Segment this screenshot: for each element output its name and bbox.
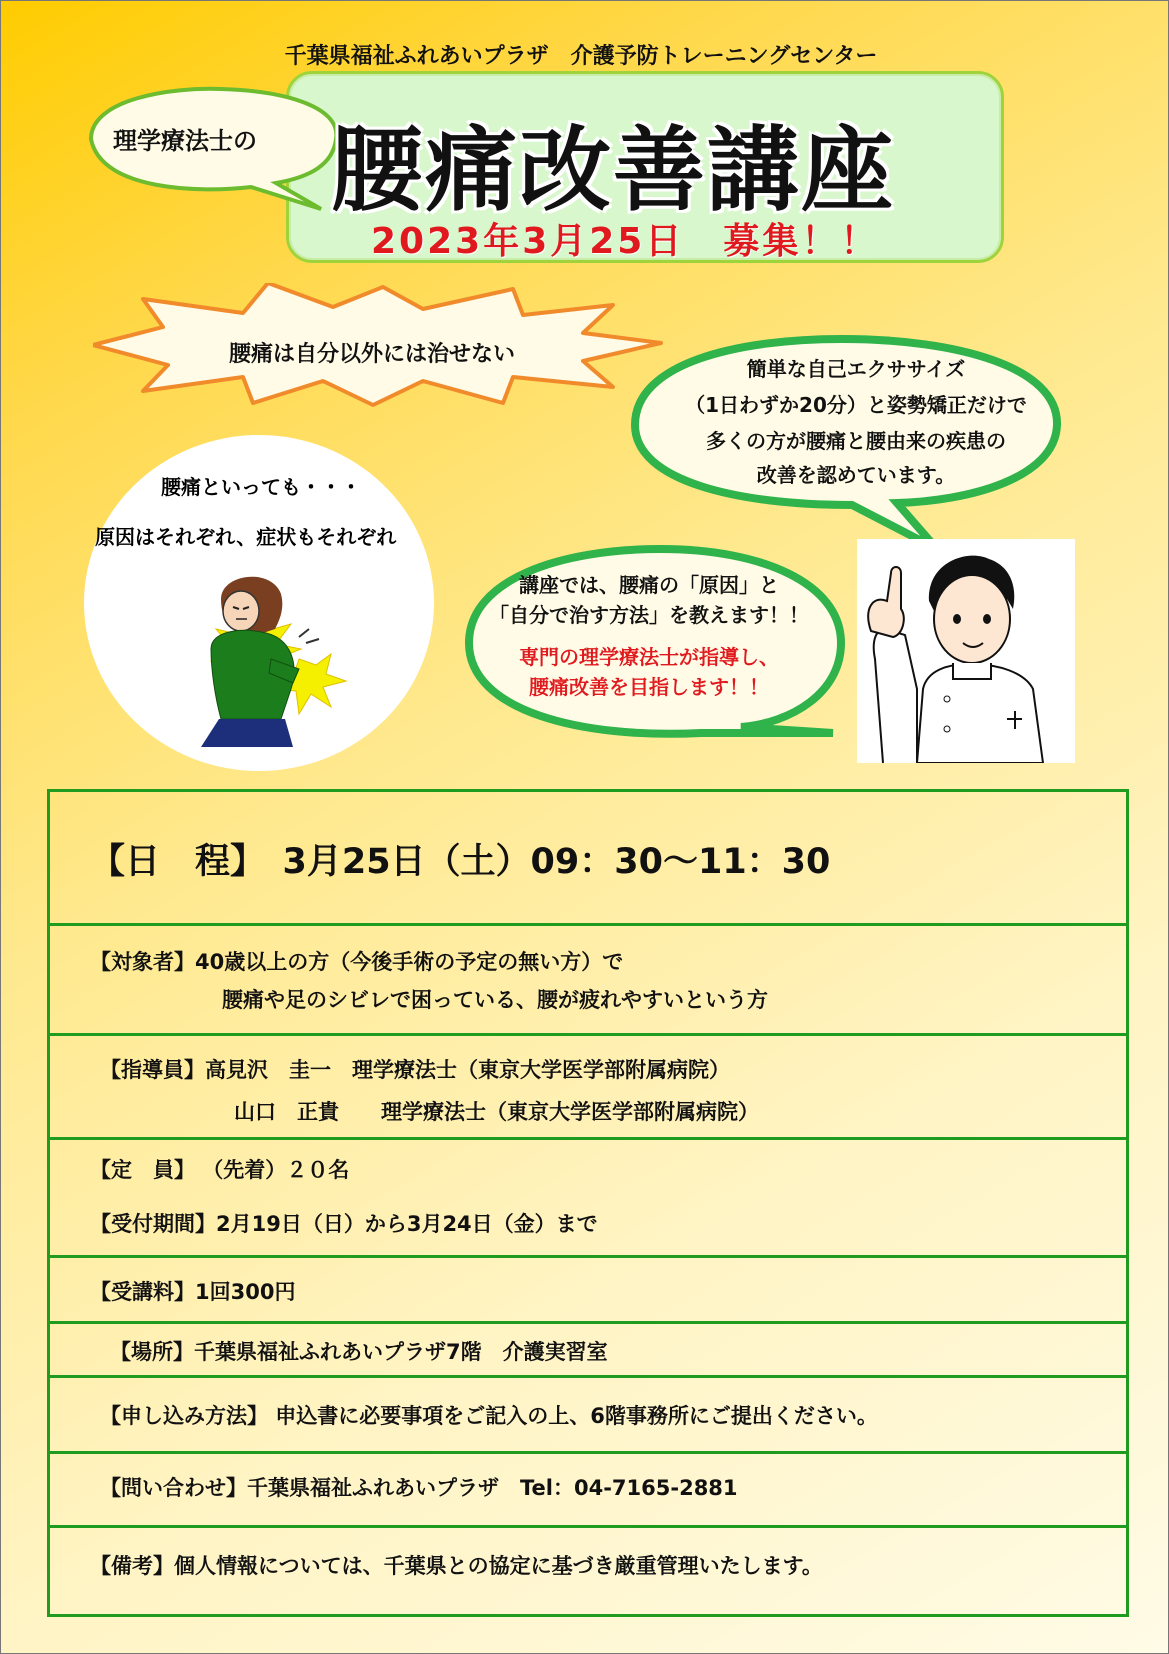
woman-back-pain-illustration <box>181 569 361 749</box>
instructor-line-1: 【指導員】高見沢 圭一 理学療法士（東京大学医学部附属病院） <box>100 1058 730 1082</box>
lecture-line-1: 講座では、腰痛の「原因」と <box>519 573 779 597</box>
row-contact <box>50 1454 1126 1528</box>
burst-text: 腰痛は自分以外には治せない <box>229 342 516 367</box>
contact-text: 【問い合わせ】千葉県福祉ふれあいプラザ Tel：04-7165-2881 <box>100 1476 738 1500</box>
circle-line-2: 原因はそれぞれ、症状もそれぞれ <box>95 525 397 549</box>
row-schedule <box>50 792 1126 926</box>
lecture-line-2: 「自分で治す方法」を教えます！！ <box>489 603 809 627</box>
exercise-line-4: 改善を認めています。 <box>756 463 956 487</box>
row-notes <box>50 1528 1126 1614</box>
target-line-1: 【対象者】40歳以上の方（今後手術の予定の無い方）で <box>90 950 624 974</box>
info-table <box>47 789 1129 1617</box>
circle-line-1: 腰痛といっても・・・ <box>161 475 361 499</box>
venue-text: 【場所】千葉県福祉ふれあいプラザ7階 介護実習室 <box>110 1340 608 1364</box>
row-apply <box>50 1378 1126 1454</box>
row-instructor <box>50 1036 1126 1140</box>
instructor-line-2: 山口 正貴 理学療法士（東京大学医学部附属病院） <box>234 1100 759 1124</box>
exercise-line-3: 多くの方が腰痛と腰由来の疾患の <box>706 429 1006 453</box>
capacity-text: 【定 員】 （先着）２０名 <box>90 1158 350 1182</box>
row-target <box>50 926 1126 1036</box>
notes-text: 【備考】個人情報については、千葉県との協定に基づき厳重管理いたします。 <box>90 1554 823 1578</box>
row-capacity-reception <box>50 1140 1126 1258</box>
pt-bubble-label: 理学療法士の <box>113 127 257 155</box>
schedule-text: 【日 程】 3月25日（土）09：30～11：30 <box>90 842 831 882</box>
lecture-line-3: 専門の理学療法士が指導し、 <box>519 645 779 669</box>
page-title: 腰痛改善講座 <box>331 117 896 224</box>
organization-header: 千葉県福祉ふれあいプラザ 介護予防トレーニングセンター <box>284 44 878 69</box>
exercise-line-1: 簡単な自己エクササイズ <box>746 357 966 381</box>
apply-text: 【申し込み方法】 申込書に必要事項をご記入の上、6階事務所にご提出ください。 <box>100 1404 878 1428</box>
recruit-date: 2023年3月25日 募集！！ <box>371 221 880 262</box>
fee-text: 【受講料】1回300円 <box>90 1280 296 1304</box>
row-fee <box>50 1258 1126 1324</box>
lecture-line-4: 腰痛改善を目指します！！ <box>529 675 769 699</box>
reception-text: 【受付期間】2月19日（日）から3月24日（金）まで <box>90 1212 598 1236</box>
row-venue <box>50 1324 1126 1378</box>
therapist-illustration <box>857 539 1075 763</box>
target-line-2: 腰痛や足のシビレで困っている、腰が疲れやすいという方 <box>222 988 768 1012</box>
exercise-line-2: （1日わずか20分）と姿勢矯正だけで <box>685 393 1027 417</box>
